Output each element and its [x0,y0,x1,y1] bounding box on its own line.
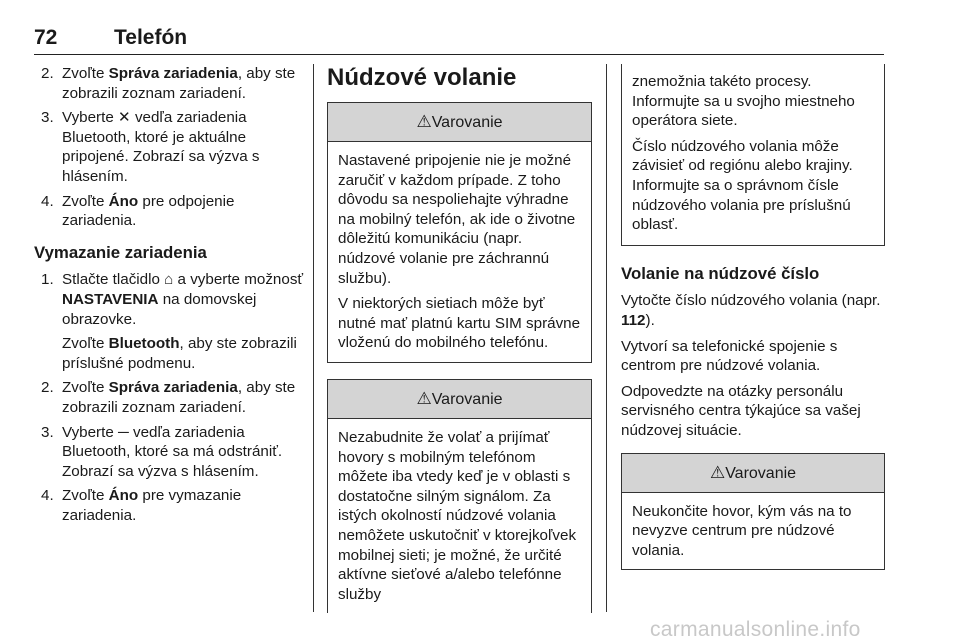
warning-label: Varovanie [431,390,503,408]
list-item [34,108,304,186]
warning-box [327,102,592,363]
warning-body [328,419,591,613]
column-1 [34,64,304,530]
warning-text: Nastavené pripojenie nie je možné zaručiť v každom prípade. Z toho dôvodu sa nespoliehajte výhradne na mobilný telefón, ak ide o životne dôležitú komunikáciu (napr. núdzové volanie pre záchrannú službu). [338,152,576,287]
paragraph [621,291,885,330]
warning-triangle-icon: ⚠ [709,462,726,482]
paragraph-text: ). [645,311,655,329]
list-text: Zvoľte [62,192,109,210]
list-text: Zvoľte [62,335,109,353]
warning-triangle-icon: ⚠ [416,112,432,131]
section-heading: Núdzové volanie [327,64,517,91]
page-number: 72 [34,26,58,49]
menu-term: NASTAVENIA [62,290,159,308]
list-number: 4. [41,487,54,505]
list-number: 2. [41,65,54,82]
list-item [34,64,304,103]
warning-label: Varovanie [431,114,503,131]
section-heading: Vymazanie zariadenia [34,242,207,262]
list-number: 4. [41,192,54,210]
warning-box-continued [621,64,885,246]
list-number: 1. [41,271,54,289]
warning-body [622,493,884,570]
list-number: 3. [41,109,54,127]
list-item [34,192,304,231]
list-number: 3. [41,423,54,441]
list-item [34,270,304,329]
list-text: Vyberte ─ vedľa zariadenia Bluetooth, ktoré sa má odstrániť. Zobrazí sa výzva s hlásením. [62,423,283,480]
list-text: na domovskej obrazovke. [62,290,257,328]
paragraph: Odpovedzte na otázky personálu servisného centra týkajúce sa vašej núdzovej situácie. [621,382,861,439]
list-text: , aby ste zobrazili zoznam zariadení. [62,379,296,416]
page-title: Telefón [114,26,188,49]
list-text: , aby ste zobrazili zoznam zariadení. [62,65,296,102]
paragraph-text: Vytočte číslo núdzového volania (napr. [621,292,881,310]
warning-text: Nezabudnite že volať a prijímať hovory s mobilným telefónom môžete iba vtedy keď je v oblasti s dostatočne silným signálom. Za istých okolností núdzové volania nemôžete uskutočniť v ktorejkoľvek mobilnej sieti; je možné, že určité aktívne sieťové a/alebo telefónne služby [338,428,577,603]
list-text: Stlačte tlačidlo ⌂ a vyberte možnosť [62,271,304,289]
list-item [34,423,304,482]
emergency-number: 112 [621,311,646,329]
warning-body [328,142,591,362]
list-text: pre odpojenie zariadenia. [62,192,235,230]
warning-text: V niektorých sietiach môže byť nutné mať platnú kartu SIM správne vloženú do mobilného telefónu. [338,295,581,352]
warning-text: Číslo núdzového volania môže závisieť od regiónu alebo krajiny. Informujte sa o správnom čísle núdzového volania pre príslušnú oblasť. [632,137,853,234]
section-heading: Volanie na núdzové číslo [621,263,820,283]
list-text: pre vymazanie zariadenia. [62,487,242,524]
sub-paragraph [62,334,304,373]
page-header [34,24,884,55]
list-number: 2. [41,379,54,397]
column-3 [621,64,885,586]
warning-text: znemožnia takéto procesy. Informujte sa u svojho miestneho operátora siete. [632,73,855,130]
column-divider-2 [606,64,607,612]
menu-term: Áno [108,487,139,505]
menu-term: Správa zariadenia [108,65,238,82]
warning-box [327,379,592,613]
paragraph: Vytvorí sa telefonické spojenie s centrom pre núdzové volania. [621,337,838,375]
warning-triangle-icon: ⚠ [416,388,432,408]
list-text: Zvoľte [62,487,109,505]
column-divider-1 [313,64,314,612]
menu-term: Áno [108,192,139,210]
warning-text: Neukončite hovor, kým vás na to nevyzve centrum pre núdzové volania. [632,502,852,559]
column-2 [327,64,592,629]
warning-box [621,453,885,571]
warning-label: Varovanie [725,464,797,482]
list-text: Vyberte ✕ vedľa zariadenia Bluetooth, ktoré je aktuálne pripojené. Zobrazí sa výzva s hlásením. [62,109,260,185]
watermark: carmanualsonline.info [650,618,861,641]
menu-term: Bluetooth [108,335,180,353]
list-text: , aby ste zobrazili príslušné podmenu. [62,335,297,372]
list-text: Zvoľte [62,65,109,82]
list-item [34,486,304,525]
list-text: Zvoľte [62,379,109,397]
menu-term: Správa zariadenia [108,379,238,397]
warning-header [328,380,591,419]
warning-header [328,103,591,142]
warning-header [622,454,884,493]
list-item [34,378,304,417]
